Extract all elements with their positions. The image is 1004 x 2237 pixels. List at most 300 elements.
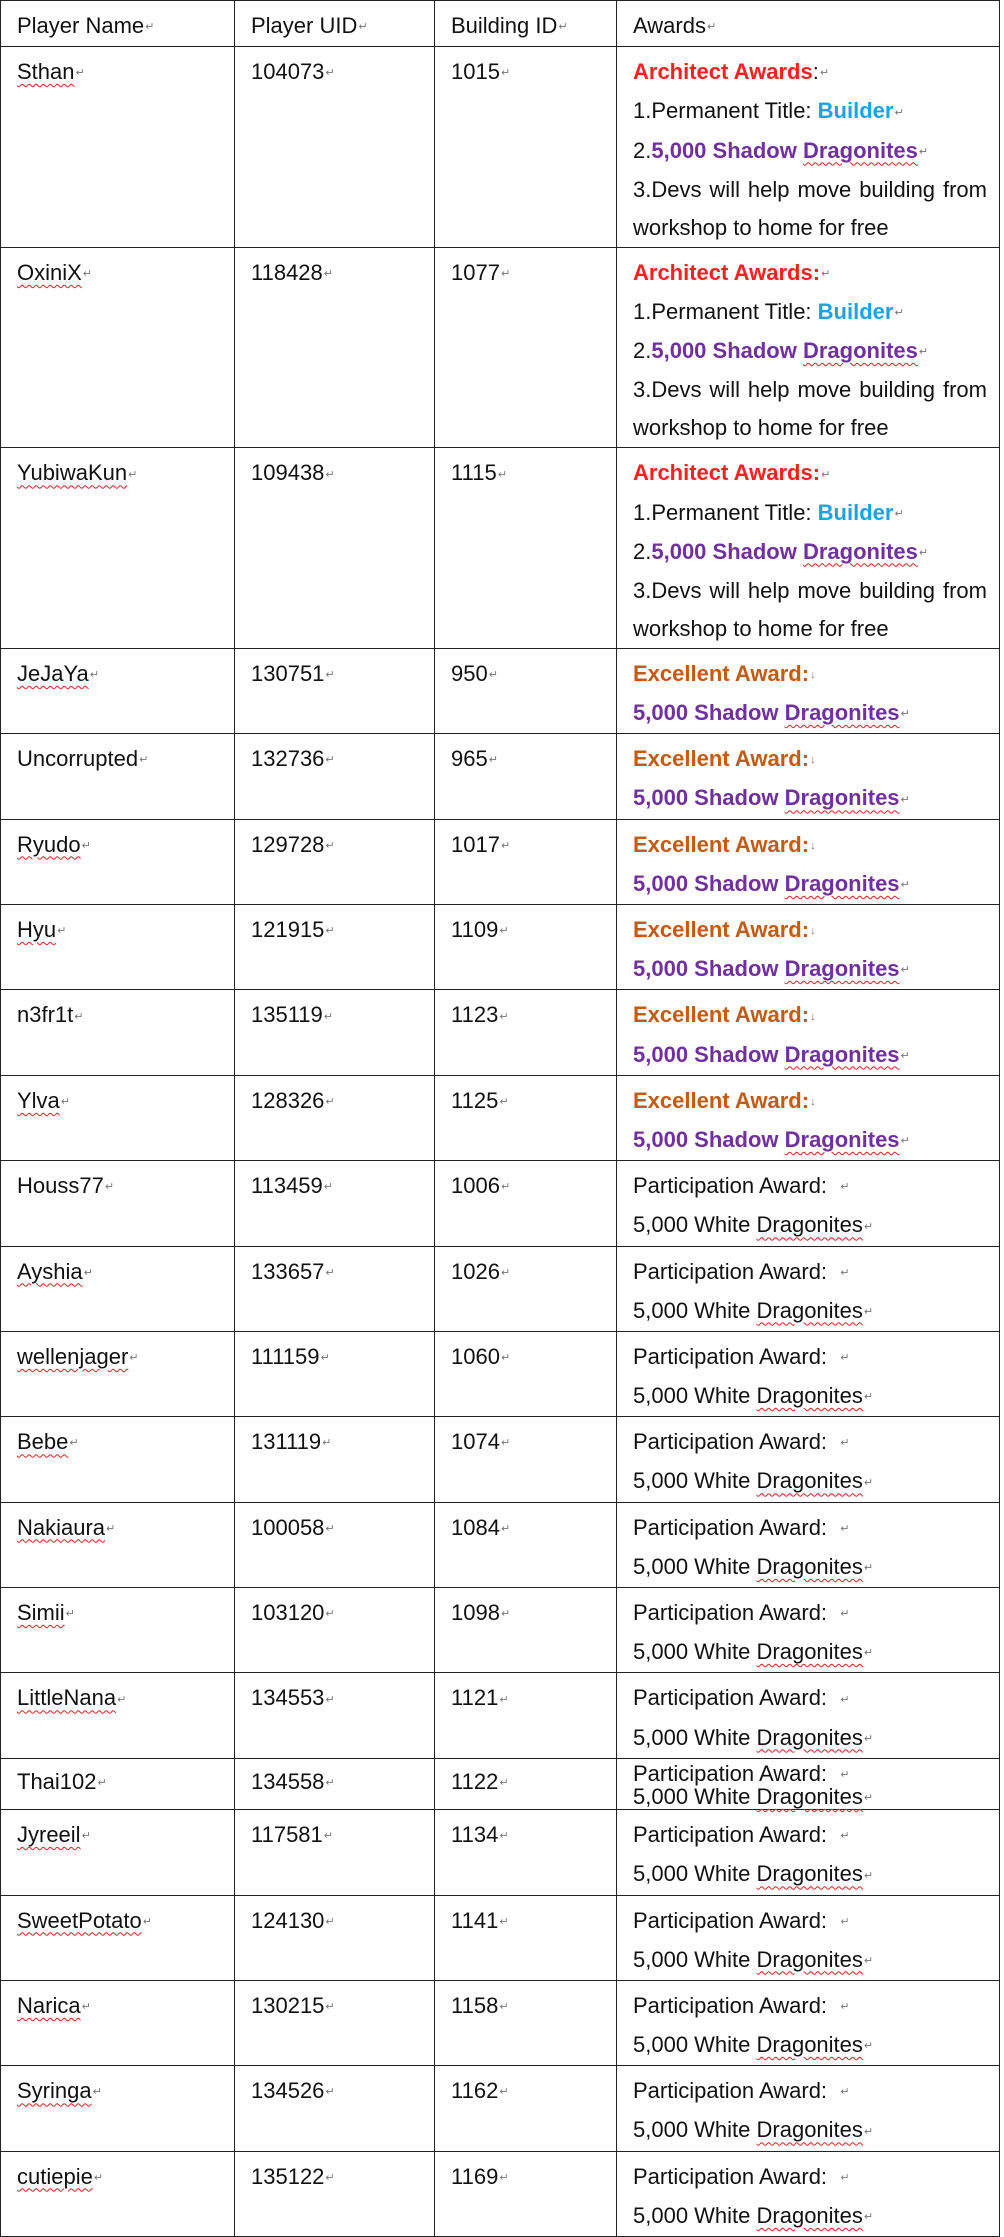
paragraph-mark: ↵ bbox=[325, 2086, 335, 2099]
paragraph-mark: ↵ bbox=[863, 1869, 874, 1882]
paragraph-mark: ↵ bbox=[918, 546, 929, 559]
awards-cell bbox=[617, 648, 1000, 733]
player-uid-cell bbox=[235, 1331, 435, 1416]
white-dragonites: 5,000 White bbox=[633, 1946, 757, 1972]
player-uid: 111159 bbox=[251, 1343, 320, 1369]
participation-award-title: Participation Award: bbox=[633, 2163, 828, 2189]
paragraph-mark: ↵ bbox=[325, 839, 335, 852]
paragraph-mark: ↵ bbox=[323, 1181, 333, 1194]
paragraph-mark: ↵ bbox=[863, 1792, 874, 1805]
white-dragonites: 5,000 White bbox=[633, 1639, 757, 1665]
table-row bbox=[1, 1588, 1000, 1673]
award-title-line bbox=[633, 2072, 987, 2111]
player-uid-cell bbox=[235, 1758, 435, 1809]
paragraph-mark: ↵ bbox=[325, 1693, 335, 1706]
player-name: Hyu bbox=[17, 917, 57, 942]
building-id: 1125 bbox=[451, 1087, 499, 1113]
paragraph-mark: ↵ bbox=[488, 669, 498, 682]
player-name: LittleNana bbox=[17, 1685, 117, 1711]
dragonites-word: Dragonites bbox=[756, 1212, 863, 1238]
building-id: 1074 bbox=[451, 1429, 500, 1455]
architect-award-title: Architect Awards bbox=[633, 59, 813, 85]
paragraph-mark: ↵ bbox=[840, 1266, 850, 1279]
white-dragonites: 5,000 White bbox=[633, 1383, 757, 1409]
player-name: wellenjager bbox=[17, 1343, 129, 1369]
award-line-devs: 3.Devs will help move building from workshop to home for free bbox=[633, 577, 987, 641]
item-number: 2. bbox=[633, 137, 652, 163]
building-id-cell bbox=[435, 648, 617, 733]
excellent-award-title: Excellent Award: bbox=[633, 1087, 810, 1113]
paragraph-mark: ↵ bbox=[894, 507, 904, 520]
paragraph-mark: ↵ bbox=[106, 1522, 116, 1535]
award-value-line bbox=[633, 1121, 987, 1160]
building-id-cell bbox=[435, 1673, 617, 1758]
paragraph-mark: ↵ bbox=[92, 2086, 102, 2099]
paragraph-mark: ↵ bbox=[840, 1437, 850, 1450]
award-value-line bbox=[633, 1855, 987, 1894]
player-uid-cell bbox=[235, 1246, 435, 1331]
dragonites-word: Dragonites bbox=[784, 785, 900, 811]
header-player-uid: Player UID↵ bbox=[235, 1, 435, 47]
awards-cell bbox=[617, 1331, 1000, 1416]
player-uid: 130215 bbox=[251, 1992, 325, 2018]
paragraph-mark: ↵ bbox=[840, 2171, 850, 2184]
awards-cell bbox=[617, 1895, 1000, 1980]
building-id: 1169 bbox=[451, 2163, 499, 2189]
player-name-cell bbox=[1, 990, 235, 1075]
player-uid: 133657 bbox=[251, 1258, 325, 1284]
paragraph-mark: ↵ bbox=[499, 2171, 509, 2184]
player-name-cell bbox=[1, 734, 235, 819]
building-id-cell bbox=[435, 1758, 617, 1809]
player-uid: 121915 bbox=[251, 917, 325, 942]
dragonites-word: Dragonites bbox=[756, 1946, 863, 1972]
paragraph-mark: ↵ bbox=[104, 1181, 115, 1194]
white-dragonites: 5,000 White bbox=[633, 1553, 757, 1579]
award-title-line bbox=[633, 1253, 987, 1292]
paragraph-mark: ↵ bbox=[900, 1135, 910, 1148]
dragonites-word: Dragonites bbox=[756, 2117, 863, 2143]
award-title-line bbox=[633, 1594, 987, 1633]
player-name: Bebe bbox=[17, 1429, 69, 1455]
player-name: Thai102 bbox=[17, 1768, 97, 1794]
player-name-cell bbox=[1, 1588, 235, 1673]
paragraph-mark: ↵ bbox=[325, 1776, 335, 1789]
awards-cell bbox=[617, 1417, 1000, 1502]
paragraph-mark: ↵ bbox=[320, 1352, 330, 1365]
title-builder: Builder bbox=[817, 499, 894, 525]
dragonites-word: Dragonites bbox=[756, 1297, 863, 1323]
player-uid: 135119 bbox=[251, 1002, 323, 1028]
paragraph-mark: ↵ bbox=[325, 1915, 335, 1928]
excellent-award-title: Excellent Award: bbox=[633, 746, 810, 772]
player-uid-cell bbox=[235, 1810, 435, 1895]
participation-award-title: Participation Award: bbox=[633, 1429, 828, 1455]
shadow-dragonites: 5,000 Shadow bbox=[651, 137, 803, 163]
table-row bbox=[1, 734, 1000, 819]
paragraph-mark: ↵ bbox=[117, 1693, 127, 1706]
award-title-line bbox=[633, 1760, 987, 1786]
building-id: 1098 bbox=[451, 1600, 500, 1625]
title-builder: Builder bbox=[817, 98, 894, 124]
player-uid-cell bbox=[235, 1502, 435, 1587]
title-prefix: 1.Permanent Title: bbox=[633, 98, 818, 124]
building-id-cell bbox=[435, 990, 617, 1075]
paragraph-mark: ↵ bbox=[499, 925, 509, 938]
building-id: 950 bbox=[451, 660, 488, 686]
paragraph-mark: ↵ bbox=[497, 468, 507, 481]
table-row bbox=[1, 1673, 1000, 1758]
player-name: Ryudo bbox=[17, 831, 81, 857]
building-id-cell bbox=[435, 819, 617, 904]
paragraph-mark: ↵ bbox=[325, 669, 335, 682]
white-dragonites: 5,000 White bbox=[633, 1297, 757, 1323]
table-row bbox=[1, 990, 1000, 1075]
paragraph-mark: ↵ bbox=[900, 793, 910, 806]
table-row bbox=[1, 47, 1000, 248]
building-id-cell bbox=[435, 1246, 617, 1331]
header-building-id: Building ID↵ bbox=[435, 1, 617, 47]
title-builder: Builder bbox=[817, 298, 894, 324]
dragonites-word: Dragonites bbox=[784, 956, 900, 982]
award-title-line: Architect Awards:↵ bbox=[633, 259, 831, 285]
white-dragonites: 5,000 White bbox=[633, 2202, 757, 2228]
player-name: Nakiaura bbox=[17, 1514, 106, 1540]
shadow-dragonites: 5,000 Shadow bbox=[651, 538, 803, 564]
player-uid: 134526 bbox=[251, 2078, 325, 2104]
paragraph-mark: ↵ bbox=[60, 1095, 71, 1108]
dragonites-word: Dragonites bbox=[784, 1041, 900, 1067]
paragraph-mark: ↵ bbox=[488, 754, 498, 767]
award-line-devs: 3.Devs will help move building from workshop to home for free bbox=[633, 377, 987, 441]
paragraph-mark: ↵ bbox=[75, 67, 85, 80]
award-title-line bbox=[633, 1987, 987, 2026]
player-name-cell bbox=[1, 1246, 235, 1331]
header-awards: Awards↵ bbox=[617, 1, 1000, 47]
paragraph-mark: ↵ bbox=[323, 267, 333, 280]
player-uid-cell bbox=[235, 247, 435, 448]
player-name-cell bbox=[1, 819, 235, 904]
building-id-cell bbox=[435, 1502, 617, 1587]
paragraph-mark: ↵ bbox=[840, 2086, 850, 2099]
shadow-dragonites: 5,000 Shadow bbox=[633, 870, 785, 896]
building-id-cell bbox=[435, 1810, 617, 1895]
player-name-cell bbox=[1, 2066, 235, 2151]
paragraph-mark: ↵ bbox=[81, 2001, 91, 2014]
award-value-line bbox=[633, 694, 987, 733]
excellent-award-title: Excellent Award: bbox=[633, 660, 810, 686]
building-id: 1122 bbox=[451, 1768, 499, 1794]
table-row bbox=[1, 2066, 1000, 2151]
architect-award-title: Architect Awards bbox=[633, 259, 813, 285]
excellent-award-title: Excellent Award: bbox=[633, 1002, 810, 1028]
item-number: 2. bbox=[633, 538, 652, 564]
building-id: 1026 bbox=[451, 1258, 500, 1284]
table-row bbox=[1, 1331, 1000, 1416]
player-uid-cell bbox=[235, 2066, 435, 2151]
paragraph-mark: ↵ bbox=[325, 67, 335, 80]
paragraph-mark: ↵ bbox=[840, 2001, 850, 2014]
award-title-line: Excellent Award:↓ bbox=[633, 746, 816, 772]
building-id-cell bbox=[435, 1588, 617, 1673]
item-number: 2. bbox=[633, 338, 652, 364]
building-id: 1134 bbox=[451, 1822, 499, 1848]
award-title-line: Excellent Award:↓ bbox=[633, 917, 816, 942]
awards-cell bbox=[617, 1588, 1000, 1673]
player-uid-cell bbox=[235, 2151, 435, 2236]
paragraph-mark: ↵ bbox=[863, 1562, 874, 1574]
award-title-line bbox=[633, 1816, 987, 1855]
paragraph-mark: ↵ bbox=[325, 2001, 335, 2014]
player-uid-cell bbox=[235, 905, 435, 990]
paragraph-mark: ↵ bbox=[840, 1608, 850, 1621]
building-id-cell bbox=[435, 2066, 617, 2151]
paragraph-mark: ↵ bbox=[900, 964, 910, 977]
player-uid: 131119 bbox=[251, 1429, 322, 1455]
paragraph-mark: ↵ bbox=[81, 839, 91, 852]
player-uid-cell bbox=[235, 1075, 435, 1160]
participation-award-title: Participation Award: bbox=[633, 1685, 828, 1711]
building-id: 965 bbox=[451, 746, 488, 772]
building-id-cell bbox=[435, 905, 617, 990]
player-name: YubiwaKun bbox=[17, 460, 128, 486]
table-row bbox=[1, 247, 1000, 448]
player-name-cell bbox=[1, 1758, 235, 1809]
paragraph-mark: ↵ bbox=[499, 1010, 509, 1023]
building-id: 1109 bbox=[451, 917, 499, 942]
shadow-dragonites: 5,000 Shadow bbox=[633, 1041, 785, 1067]
paragraph-mark: ↵ bbox=[863, 1476, 874, 1489]
player-name: Ayshia bbox=[17, 1258, 83, 1284]
participation-award-title: Participation Award: bbox=[633, 1822, 828, 1848]
award-title-line: Excellent Award:↓ bbox=[633, 1002, 816, 1028]
table-row bbox=[1, 1980, 1000, 2065]
dragonites-word: Dragonites bbox=[756, 1553, 863, 1579]
table-row bbox=[1, 905, 1000, 990]
paragraph-mark: ↵ bbox=[69, 1437, 79, 1450]
award-value-line bbox=[633, 1633, 987, 1672]
table-row bbox=[1, 1758, 1000, 1809]
awards-cell bbox=[617, 734, 1000, 819]
participation-award-title: Participation Award: bbox=[633, 1992, 828, 2018]
player-name: JeJaYa bbox=[17, 660, 89, 686]
player-name-cell bbox=[1, 1161, 235, 1246]
paragraph-mark: ↵ bbox=[325, 754, 335, 767]
paragraph-mark: ↵ bbox=[139, 754, 149, 767]
paragraph-mark: ↵ bbox=[840, 1181, 850, 1194]
dragonites-word: Dragonites bbox=[756, 2202, 863, 2228]
awards-cell bbox=[617, 819, 1000, 904]
award-line-dragonites bbox=[633, 533, 987, 572]
building-id: 1006 bbox=[451, 1173, 500, 1199]
award-value-line bbox=[633, 1941, 987, 1980]
award-value-line bbox=[633, 2026, 987, 2065]
player-uid-cell bbox=[235, 1417, 435, 1502]
paragraph-mark: ↵ bbox=[863, 2040, 874, 2053]
award-title-line bbox=[633, 1338, 987, 1377]
player-name-cell bbox=[1, 905, 235, 990]
award-title-line: Architect Awards:↵ bbox=[633, 460, 831, 486]
paragraph-mark: ↵ bbox=[83, 1266, 93, 1279]
paragraph-mark: ↵ bbox=[93, 2171, 104, 2184]
paragraph-mark: ↵ bbox=[500, 839, 511, 852]
paragraph-mark: ↵ bbox=[129, 1352, 139, 1365]
player-name: n3fr1t bbox=[17, 1002, 74, 1028]
shadow-dragonites: 5,000 Shadow bbox=[633, 1126, 785, 1152]
player-name-cell bbox=[1, 2151, 235, 2236]
building-id-cell bbox=[435, 448, 617, 649]
table-header-row bbox=[1, 1, 1000, 47]
table-row bbox=[1, 1161, 1000, 1246]
paragraph-mark: ↵ bbox=[500, 1608, 511, 1621]
award-title-line: Excellent Award:↓ bbox=[633, 831, 816, 857]
award-line-dragonites bbox=[633, 332, 987, 371]
award-value-line bbox=[633, 2197, 987, 2236]
paragraph-mark: ↵ bbox=[74, 1010, 84, 1023]
participation-award-title: Participation Award: bbox=[633, 1600, 828, 1625]
player-uid-cell bbox=[235, 1161, 435, 1246]
paragraph-mark: ↵ bbox=[918, 346, 929, 359]
award-line-title bbox=[633, 494, 987, 533]
paragraph-mark: ↵ bbox=[863, 1647, 874, 1660]
building-id: 1123 bbox=[451, 1002, 499, 1028]
player-uid: 103120 bbox=[251, 1600, 325, 1625]
player-name: Simii bbox=[17, 1600, 65, 1625]
player-name: Syringa bbox=[17, 2078, 92, 2104]
award-value-line bbox=[633, 779, 987, 818]
building-id: 1141 bbox=[451, 1907, 499, 1933]
participation-award-title: Participation Award: bbox=[633, 2078, 828, 2104]
player-uid-cell bbox=[235, 1673, 435, 1758]
award-title-line bbox=[633, 1167, 987, 1206]
player-uid: 132736 bbox=[251, 746, 325, 772]
paragraph-mark: ↵ bbox=[97, 1776, 107, 1789]
table-row bbox=[1, 448, 1000, 649]
table-row bbox=[1, 1246, 1000, 1331]
dragonites-word: Dragonites bbox=[756, 1468, 863, 1494]
paragraph-mark: ↵ bbox=[840, 1830, 850, 1843]
player-name: cutiepie bbox=[17, 2163, 93, 2189]
building-id-cell bbox=[435, 1331, 617, 1416]
dragonites-word: Dragonites bbox=[784, 700, 900, 726]
paragraph-mark: ↵ bbox=[500, 1181, 511, 1194]
paragraph-mark: ↵ bbox=[325, 1266, 335, 1279]
awards-cell bbox=[617, 1810, 1000, 1895]
shadow-dragonites: 5,000 Shadow bbox=[651, 338, 803, 364]
table-row bbox=[1, 2151, 1000, 2236]
player-uid-cell bbox=[235, 448, 435, 649]
paragraph-mark: ↵ bbox=[325, 1095, 335, 1108]
paragraph-mark: ↵ bbox=[323, 1010, 333, 1023]
awards-cell bbox=[617, 47, 1000, 248]
paragraph-mark: ↵ bbox=[325, 1608, 335, 1621]
white-dragonites: 5,000 White bbox=[633, 2117, 757, 2143]
player-uid-cell bbox=[235, 648, 435, 733]
award-title-line bbox=[633, 2158, 987, 2197]
table-row bbox=[1, 1810, 1000, 1895]
participation-award-title: Participation Award: bbox=[633, 1173, 828, 1199]
award-line-title bbox=[633, 92, 987, 131]
player-uid: 100058 bbox=[251, 1514, 325, 1540]
paragraph-mark: ↵ bbox=[500, 1437, 511, 1450]
paragraph-mark: ↵ bbox=[863, 2125, 874, 2138]
paragraph-mark: ↵ bbox=[894, 307, 904, 320]
participation-award-title: Participation Award: bbox=[633, 1343, 828, 1369]
player-name-cell bbox=[1, 648, 235, 733]
player-name: Uncorrupted bbox=[17, 746, 139, 772]
award-title-line: Excellent Award:↓ bbox=[633, 1087, 816, 1113]
building-id-cell bbox=[435, 1980, 617, 2065]
paragraph-mark: ↵ bbox=[821, 468, 831, 481]
award-line-devs: 3.Devs will help move building from workshop to home for free bbox=[633, 176, 987, 240]
building-id: 1077 bbox=[451, 259, 500, 285]
awards-cell bbox=[617, 1502, 1000, 1587]
paragraph-mark: ↵ bbox=[863, 1220, 874, 1233]
player-name-cell bbox=[1, 1502, 235, 1587]
paragraph-mark: ↵ bbox=[325, 2171, 335, 2184]
awards-cell bbox=[617, 1980, 1000, 2065]
player-name: Houss77 bbox=[17, 1173, 104, 1199]
paragraph-mark: ↵ bbox=[900, 708, 910, 721]
paragraph-mark: ↵ bbox=[500, 1522, 511, 1535]
awards-cell bbox=[617, 1246, 1000, 1331]
paragraph-mark: ↵ bbox=[499, 2086, 509, 2099]
dragonites-word: Dragonites bbox=[784, 870, 900, 896]
player-uid-cell bbox=[235, 47, 435, 248]
dragonites-word: Dragonites bbox=[784, 1126, 900, 1152]
participation-award-title: Participation Award: bbox=[633, 1760, 828, 1786]
paragraph-mark: ↵ bbox=[323, 1830, 333, 1843]
dragonites-word: Dragonites bbox=[802, 137, 918, 163]
building-id: 1060 bbox=[451, 1343, 500, 1369]
player-uid: 130751 bbox=[251, 660, 325, 686]
awards-cell bbox=[617, 448, 1000, 649]
dragonites-word: Dragonites bbox=[756, 1861, 863, 1887]
awards-cell bbox=[617, 1161, 1000, 1246]
paragraph-mark: ↵ bbox=[900, 1049, 910, 1062]
player-uid: 104073 bbox=[251, 59, 325, 85]
building-id-cell bbox=[435, 734, 617, 819]
player-name: Narica bbox=[17, 1992, 81, 2018]
award-title-line bbox=[633, 1679, 987, 1718]
paragraph-mark: ↵ bbox=[863, 2211, 874, 2223]
white-dragonites: 5,000 White bbox=[633, 1468, 757, 1494]
title-prefix: 1.Permanent Title: bbox=[633, 499, 818, 525]
white-dragonites: 5,000 White bbox=[633, 1724, 757, 1750]
paragraph-mark: ↵ bbox=[500, 1266, 511, 1279]
paragraph-mark: ↵ bbox=[863, 1954, 874, 1967]
award-value-line bbox=[633, 1206, 987, 1245]
award-line-title bbox=[633, 293, 987, 332]
building-id: 1084 bbox=[451, 1514, 500, 1540]
player-uid-cell bbox=[235, 734, 435, 819]
paragraph-mark: ↵ bbox=[840, 1693, 850, 1706]
award-value-line bbox=[633, 1462, 987, 1501]
header-player-name: Player Name↵ bbox=[1, 1, 235, 47]
paragraph-mark: ↵ bbox=[89, 669, 99, 682]
player-name-cell bbox=[1, 1810, 235, 1895]
awards-cell bbox=[617, 2066, 1000, 2151]
player-uid-cell bbox=[235, 1980, 435, 2065]
player-uid: 109438 bbox=[251, 460, 325, 486]
paragraph-mark: ↵ bbox=[499, 1095, 509, 1108]
award-value-line bbox=[633, 1036, 987, 1075]
building-id: 1158 bbox=[451, 1992, 499, 2018]
player-name-cell bbox=[1, 1075, 235, 1160]
white-dragonites: 5,000 White bbox=[633, 1861, 757, 1887]
paragraph-mark: ↵ bbox=[82, 267, 93, 280]
awards-cell bbox=[617, 905, 1000, 990]
